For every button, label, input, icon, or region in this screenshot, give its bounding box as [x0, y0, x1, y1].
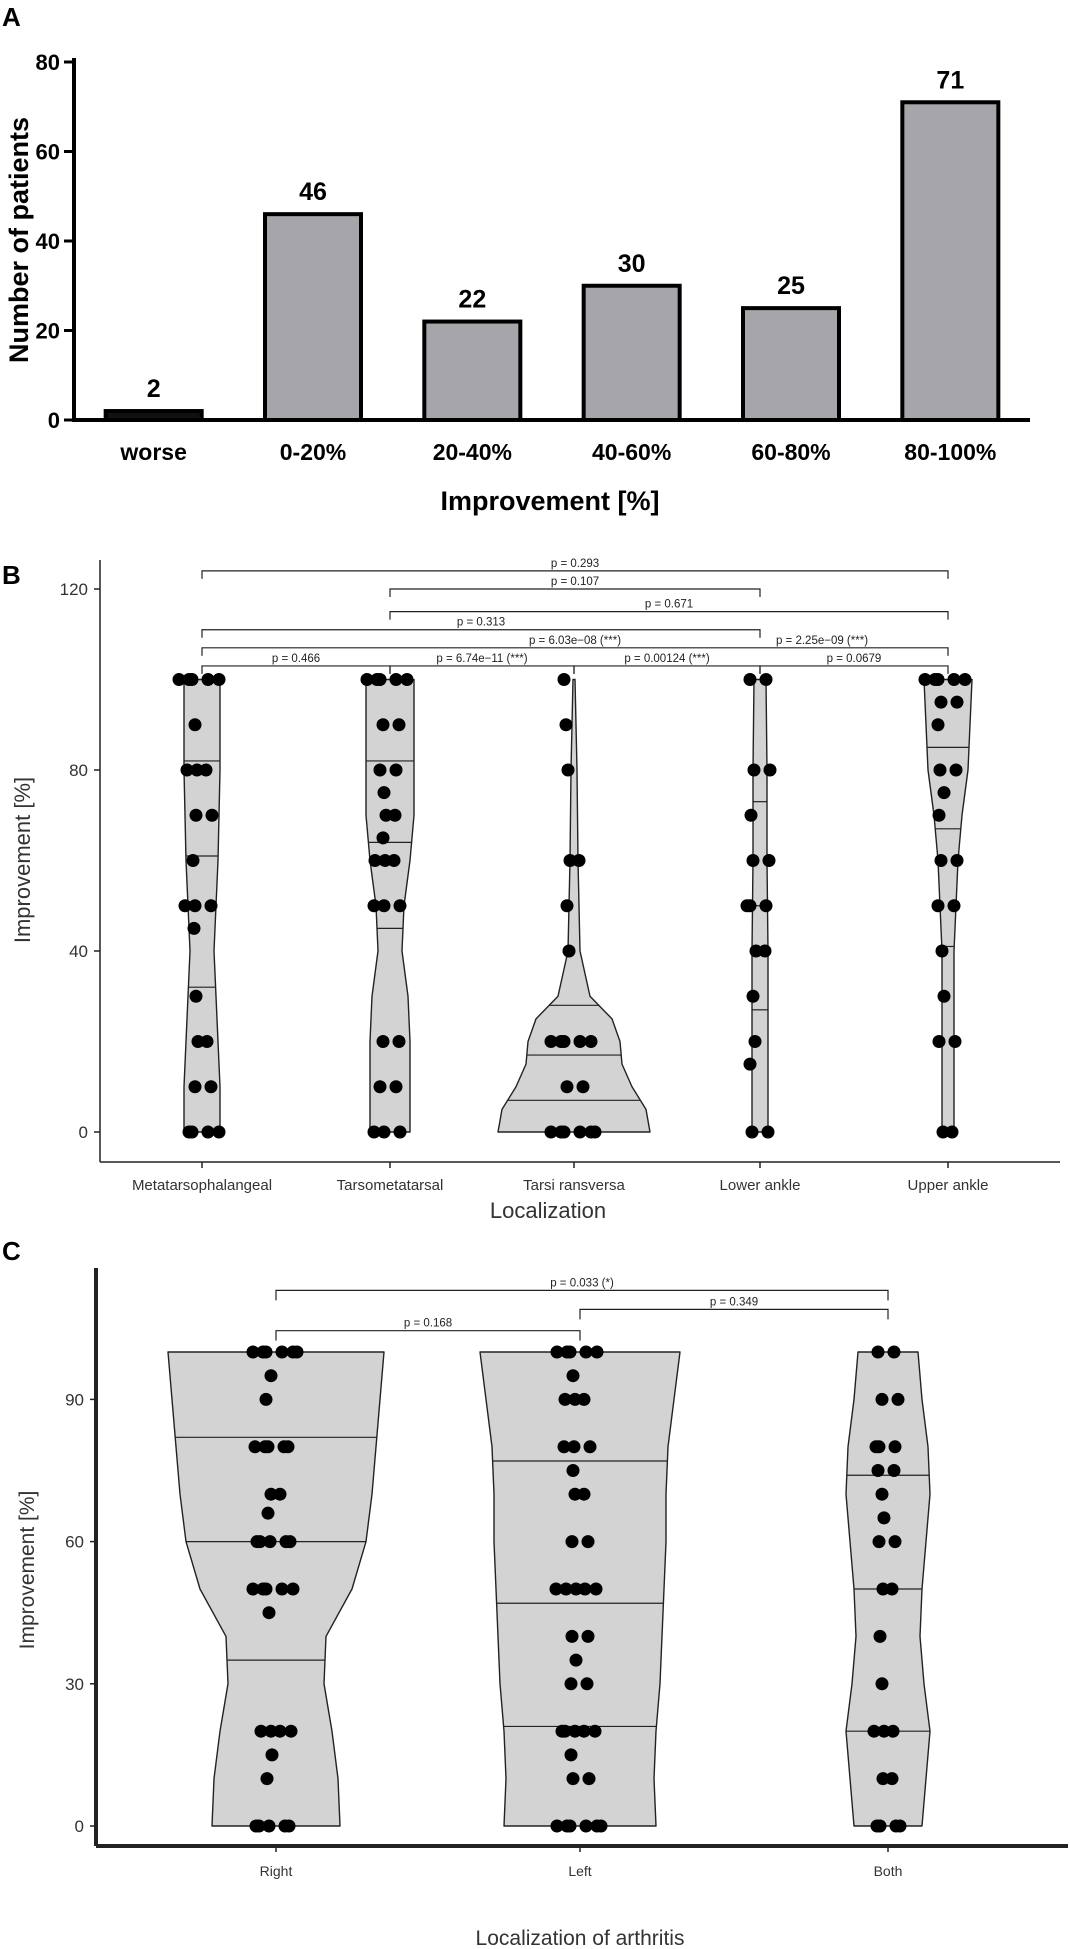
data-point — [551, 1820, 564, 1833]
panel-label-b: B — [2, 560, 21, 590]
x-tick-label: 0-20% — [279, 439, 347, 465]
data-point — [567, 1772, 580, 1785]
x-tick-label: Tarsi ransversa — [523, 1177, 625, 1194]
data-point — [872, 1464, 885, 1477]
data-point — [368, 899, 381, 912]
y-axis-title: Improvement [%] — [10, 776, 35, 944]
y-tick-label: 60 — [65, 1532, 84, 1552]
data-point — [394, 1126, 407, 1139]
x-tick-label: 60-80% — [751, 439, 831, 465]
bar — [584, 286, 680, 420]
data-point — [933, 809, 946, 822]
significance-bracket — [574, 666, 760, 674]
x-axis-title: Localization — [489, 1198, 607, 1223]
y-tick-label: 40 — [69, 942, 88, 961]
data-point — [567, 1369, 580, 1382]
data-point — [887, 1725, 900, 1738]
data-point — [263, 1606, 276, 1619]
data-point — [377, 831, 390, 844]
data-point — [878, 1511, 891, 1524]
data-point — [390, 764, 403, 777]
data-point — [368, 1126, 381, 1139]
data-point — [200, 764, 213, 777]
data-point — [213, 1126, 226, 1139]
data-point — [190, 990, 203, 1003]
p-value-label: p = 0.0679 — [826, 652, 882, 665]
data-point — [393, 718, 406, 731]
data-point — [291, 1346, 304, 1359]
data-point — [250, 1820, 263, 1833]
x-tick-label: Tarsometatarsal — [336, 1177, 444, 1194]
data-point — [583, 1772, 596, 1785]
data-point — [744, 673, 757, 686]
data-point — [764, 764, 777, 777]
data-point — [876, 1393, 889, 1406]
data-point — [889, 1440, 902, 1453]
data-point — [283, 1820, 296, 1833]
data-point — [369, 854, 382, 867]
data-point — [949, 1035, 962, 1048]
y-axis-title: Number of patients — [4, 116, 34, 364]
data-point — [266, 1748, 279, 1761]
p-value-label: p = 0.671 — [644, 598, 694, 611]
data-point — [374, 1080, 387, 1093]
y-tick-label: 30 — [65, 1674, 84, 1694]
data-point — [189, 1080, 202, 1093]
y-tick-label: 80 — [69, 761, 88, 780]
data-point — [179, 899, 192, 912]
data-point — [255, 1725, 268, 1738]
x-tick-label: Right — [259, 1863, 293, 1879]
data-point — [938, 786, 951, 799]
data-point — [946, 1126, 959, 1139]
data-point — [948, 899, 961, 912]
panel-label-a: A — [2, 2, 21, 32]
significance-bracket — [390, 589, 760, 597]
data-point — [561, 1080, 574, 1093]
data-point — [747, 990, 760, 1003]
data-point — [582, 1630, 595, 1643]
data-point — [247, 1583, 260, 1596]
data-point — [577, 1080, 590, 1093]
data-point — [183, 1126, 196, 1139]
data-point — [573, 854, 586, 867]
y-tick-label: 0 — [74, 1817, 84, 1836]
y-tick-label: 20 — [35, 318, 60, 344]
data-point — [374, 764, 387, 777]
data-point — [284, 1535, 297, 1548]
data-point — [591, 1346, 604, 1359]
p-value-label: p = 0.293 — [550, 557, 600, 570]
data-point — [566, 1630, 579, 1643]
bar-value-label: 25 — [777, 272, 805, 301]
data-point — [261, 1772, 274, 1785]
data-point — [581, 1677, 594, 1690]
data-point — [919, 673, 932, 686]
p-value-label: p = 0.313 — [456, 616, 506, 629]
bar-value-label: 2 — [146, 375, 161, 404]
x-tick-label: Metatarsophalangeal — [131, 1177, 273, 1194]
y-axis-title: Improvement [%] — [16, 1490, 39, 1650]
data-point — [260, 1393, 273, 1406]
violin — [498, 680, 650, 1133]
data-point — [595, 1820, 608, 1833]
significance-bracket — [760, 666, 948, 674]
significance-bracket — [276, 1331, 580, 1341]
p-value-label: p = 6.03e−08 (***) — [528, 634, 622, 647]
data-point — [888, 1346, 901, 1359]
data-point — [562, 764, 575, 777]
data-point — [951, 854, 964, 867]
data-point — [582, 1535, 595, 1548]
chart-c — [16, 1268, 1068, 1949]
data-point — [874, 1630, 887, 1643]
data-point — [744, 1058, 757, 1071]
data-point — [563, 945, 576, 958]
data-point — [361, 673, 374, 686]
y-tick-label: 40 — [35, 229, 60, 254]
p-value-label: p = 0.349 — [709, 1296, 759, 1309]
x-tick-label: worse — [120, 439, 187, 465]
p-value-label: p = 2.25e−09 (***) — [775, 634, 869, 647]
data-point — [589, 1725, 602, 1738]
data-point — [585, 1035, 598, 1048]
data-point — [189, 718, 202, 731]
bar — [106, 411, 202, 420]
y-tick-label: 60 — [35, 139, 60, 165]
x-axis-title: Improvement [%] — [440, 486, 660, 516]
data-point — [565, 1677, 578, 1690]
data-point — [559, 1393, 572, 1406]
data-point — [748, 764, 761, 777]
data-point — [285, 1725, 298, 1738]
significance-bracket — [202, 666, 390, 674]
data-point — [873, 1535, 886, 1548]
p-value-label: p = 0.033 (*) — [550, 1277, 614, 1290]
data-point — [876, 1488, 889, 1501]
data-point — [205, 899, 218, 912]
p-value-label: p = 6.74e−11 (***) — [436, 652, 528, 665]
y-tick-label: 0 — [47, 408, 60, 433]
bar-value-label: 22 — [458, 285, 487, 314]
p-value-label: p = 0.00124 (***) — [624, 652, 710, 665]
data-point — [565, 1748, 578, 1761]
data-point — [550, 1583, 563, 1596]
x-tick-label: 40-60% — [592, 439, 672, 465]
p-value-label: p = 0.466 — [271, 652, 321, 665]
data-point — [558, 673, 571, 686]
data-point — [762, 1126, 775, 1139]
data-point — [190, 809, 203, 822]
data-point — [187, 854, 200, 867]
data-point — [749, 1035, 762, 1048]
data-point — [394, 899, 407, 912]
data-point — [951, 696, 964, 709]
data-point — [265, 1369, 278, 1382]
significance-bracket — [276, 1290, 888, 1300]
chart-b — [10, 558, 1060, 1223]
data-point — [567, 1464, 580, 1477]
data-point — [545, 1035, 558, 1048]
data-point — [886, 1772, 899, 1785]
data-point — [746, 1126, 759, 1139]
data-point — [377, 1035, 390, 1048]
data-point — [393, 1035, 406, 1048]
bar-value-label: 71 — [936, 66, 965, 95]
data-point — [247, 1346, 260, 1359]
data-point — [205, 1080, 218, 1093]
y-tick-label: 0 — [78, 1123, 88, 1142]
x-tick-label: Upper ankle — [907, 1177, 989, 1194]
data-point — [378, 786, 391, 799]
data-point — [560, 718, 573, 731]
bar-value-label: 30 — [617, 249, 646, 278]
data-point — [760, 673, 773, 686]
data-point — [892, 1393, 905, 1406]
data-point — [936, 945, 949, 958]
data-point — [206, 809, 219, 822]
data-point — [935, 696, 948, 709]
data-point — [377, 718, 390, 731]
x-tick-label: Left — [568, 1863, 592, 1879]
data-point — [745, 809, 758, 822]
y-tick-label: 80 — [35, 50, 60, 75]
significance-bracket — [390, 666, 574, 674]
data-point — [871, 1820, 884, 1833]
bar — [424, 322, 520, 420]
data-point — [886, 1583, 899, 1596]
data-point — [388, 854, 401, 867]
x-axis-title: Localization of arthritis — [475, 1927, 685, 1949]
chart-a — [4, 50, 1030, 516]
data-point — [584, 1440, 597, 1453]
significance-bracket — [580, 1309, 888, 1319]
bar — [743, 308, 839, 420]
data-point — [566, 1535, 579, 1548]
data-point — [570, 1654, 583, 1667]
data-point — [249, 1440, 262, 1453]
data-point — [188, 922, 201, 935]
data-point — [561, 899, 574, 912]
data-point — [933, 1035, 946, 1048]
data-point — [889, 1535, 902, 1548]
bar — [265, 214, 361, 420]
data-point — [760, 899, 773, 912]
data-point — [251, 1535, 264, 1548]
x-tick-label: Lower ankle — [719, 1177, 801, 1194]
data-point — [213, 673, 226, 686]
panel-label-c: C — [2, 1236, 21, 1266]
data-point — [389, 809, 402, 822]
p-value-label: p = 0.168 — [403, 1317, 453, 1330]
data-point — [390, 1080, 403, 1093]
data-point — [938, 990, 951, 1003]
data-point — [759, 945, 772, 958]
y-tick-label: 90 — [65, 1390, 84, 1410]
data-point — [551, 1346, 564, 1359]
data-point — [589, 1126, 602, 1139]
data-point — [868, 1725, 881, 1738]
data-point — [741, 899, 754, 912]
data-point — [287, 1583, 300, 1596]
data-point — [590, 1583, 603, 1596]
data-point — [932, 899, 945, 912]
x-tick-label: Both — [873, 1863, 903, 1879]
data-point — [894, 1820, 907, 1833]
data-point — [282, 1440, 295, 1453]
data-point — [262, 1507, 275, 1520]
data-point — [932, 718, 945, 731]
p-value-label: p = 0.107 — [550, 576, 600, 588]
data-point — [545, 1126, 558, 1139]
y-tick-label: 120 — [59, 580, 88, 599]
data-point — [173, 673, 186, 686]
x-tick-label: 80-100% — [904, 439, 997, 465]
bar-value-label: 46 — [299, 178, 327, 207]
data-point — [747, 854, 760, 867]
data-point — [274, 1488, 287, 1501]
data-point — [578, 1393, 591, 1406]
bar — [902, 102, 998, 420]
x-tick-label: 20-40% — [432, 439, 512, 465]
data-point — [872, 1346, 885, 1359]
data-point — [950, 764, 963, 777]
data-point — [959, 673, 972, 686]
data-point — [763, 854, 776, 867]
data-point — [870, 1440, 883, 1453]
significance-bracket — [202, 630, 760, 638]
data-point — [935, 854, 948, 867]
data-point — [876, 1677, 889, 1690]
data-point — [181, 764, 194, 777]
data-point — [401, 673, 414, 686]
data-point — [578, 1488, 591, 1501]
data-point — [558, 1440, 571, 1453]
data-point — [934, 764, 947, 777]
data-point — [888, 1464, 901, 1477]
data-point — [201, 1035, 214, 1048]
data-point — [556, 1725, 569, 1738]
